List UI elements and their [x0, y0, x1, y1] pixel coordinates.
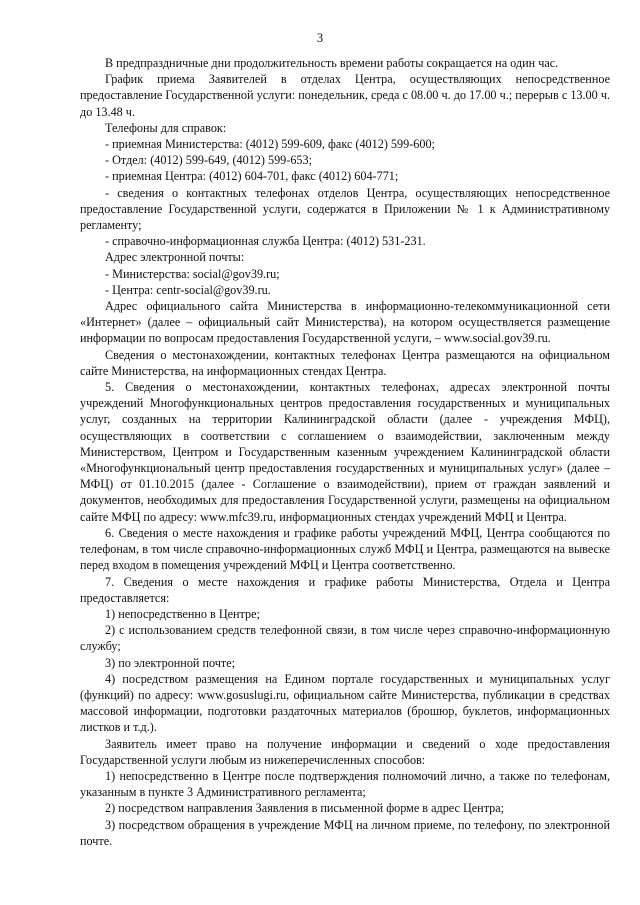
paragraph: 1) непосредственно в Центре после подтверждения полномочий лично, а также по телефонам, указанным в пункте 3 Административного регламента;: [80, 768, 610, 800]
paragraph: - Отдел: (4012) 599-649, (4012) 599-653;: [105, 153, 312, 168]
paragraph: 7. Сведения о месте нахождения и графике работы Министерства, Отдела и Центра предоставляется:: [80, 574, 610, 605]
paragraph: 3) посредством обращения в учреждение МФЦ на личном приеме, по телефону, по электронной почте.: [80, 817, 610, 848]
paragraph: - Министерства: social@gov39.ru;: [105, 266, 280, 281]
paragraph: Адрес официального сайта Министерства в информационно-телекоммуникационной сети «Интернет» (далее – официальный сайт Министерства), на котором осуществляется размещение информации по вопросам предоставления Государственной услуги, – www.social.gov39.ru.: [80, 299, 610, 346]
paragraph: - Центра: centr-social@gov39.ru.: [105, 282, 271, 297]
paragraph: - справочно-информационная служба Центра: (4012) 531-231.: [105, 234, 426, 249]
paragraph: - приемная Центра: (4012) 604-701, факс (4012) 604-771;: [105, 169, 399, 184]
paragraph: - сведения о контактных телефонах отделов Центра, осуществляющих непосредственное предоставление Государственной услуги, содержатся в Приложении № 1 к Административному регламенту;: [80, 185, 610, 233]
paragraph: 1) непосредственно в Центре;: [105, 606, 260, 621]
paragraph: 2) посредством направления Заявления в письменной форме в адрес Центра;: [105, 801, 505, 816]
page-number: 3: [316, 31, 324, 45]
paragraph: Адрес электронной почты:: [105, 250, 245, 265]
paragraph: 6. Сведения о месте нахождения и графике работы учреждений МФЦ, Центра сообщаются по телефонам, в том числе справочно-информационных служб МФЦ и Центра, размещаются на вывеске перед входом в помещения учреждений МФЦ и Центра соответственно.: [80, 525, 610, 573]
paragraph: 2) с использованием средств телефонной связи, в том числе через справочно-информационную службу;: [80, 623, 610, 654]
paragraph: Сведения о местонахождении, контактных телефонах Центра размещаются на официальном сайте Министерства, на информационных стендах Центра.: [80, 347, 610, 378]
paragraph: 5. Сведения о местонахождении, контактных телефонах, адресах электронной почты учреждений Многофункциональных центров предоставления государственных и муниципальных услуг, созданных на территории Калининградской области (далее - учреждения МФЦ), осуществляющих в соответствии с соглашением о взаимодействии, заключенным между Министерством, Центром и Государственным казенным учреждением Калининградской области «Многофункциональный центр предоставления государственных и муниципальных услуг» (далее – МФЦ) от 01.10.2015 (далее - Соглашение о взаимодействии), прием от граждан заявлений и документов, необходимых для предоставления Государственной услуги, размещены на официальном сайте МФЦ по адресу: www.mfc39.ru, информационных стендах учреждений МФЦ и Центра.: [80, 380, 610, 524]
paragraph: Заявитель имеет право на получение информации и сведений о ходе предоставления Государственной услуги любым из нижеперечисленных способов:: [80, 736, 610, 767]
paragraph: - приемная Министерства: (4012) 599-609, факс (4012) 599-600;: [105, 137, 435, 152]
paragraph: Телефоны для справок:: [105, 120, 227, 135]
document-body: [80, 55, 610, 849]
paragraph: График приема Заявителей в отделах Центра, осуществляющих непосредственное предоставление Государственной услуги: понедельник, среда с 08.00 ч. до 17.00 ч.; перерыв с 13.00 ч. до 13.48 ч.: [80, 72, 610, 119]
paragraph: 4) посредством размещения на Едином портале государственных и муниципальных услуг (функций) по адресу: www.gosuslugi.ru, официальном сайте Министерства, публикации в средствах массовой информации, подготовки раздаточных материалов (брошюр, буклетов, информационных листков и т.д.).: [80, 671, 610, 735]
paragraph: 3) по электронной почте;: [105, 655, 236, 670]
paragraph: В предпраздничные дни продолжительность времени работы сокращается на один час.: [105, 56, 559, 70]
